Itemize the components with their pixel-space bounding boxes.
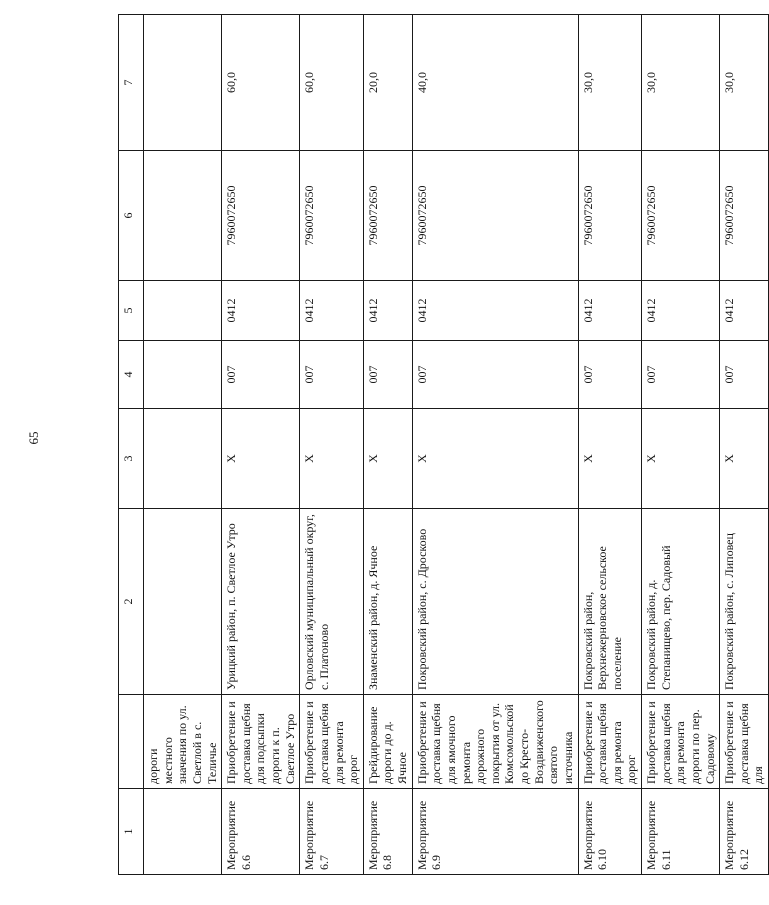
cell-code5: 0412	[222, 281, 300, 341]
header-col-6: 6	[119, 151, 144, 281]
cell-amount	[144, 15, 222, 151]
cell-col3: X	[412, 409, 578, 509]
cell-description: Приобретение и доставка щебня для ремонта дороги по пер. Садовому	[642, 695, 720, 789]
cell-code5: 0412	[300, 281, 364, 341]
header-col-1: 1	[119, 789, 144, 875]
cell-code4: 007	[222, 341, 300, 409]
cell-code6: 7960072650	[300, 151, 364, 281]
cell-amount: 40,0	[412, 15, 578, 151]
table-row	[412, 15, 578, 875]
header-col-5: 5	[119, 281, 144, 341]
cell-description: Приобретение и доставка щебня для ремонта дорог	[578, 695, 642, 789]
continuation-row	[144, 15, 222, 875]
cell-code6: 7960072650	[578, 151, 642, 281]
table-row	[363, 15, 412, 875]
cell-location: Покровский район, Верхнежерновское сельское поселение	[578, 509, 642, 695]
cell-col3	[144, 409, 222, 509]
cell-col3: X	[578, 409, 642, 509]
cell-code5: 0412	[642, 281, 720, 341]
cell-col3: X	[363, 409, 412, 509]
cell-code6: 7960072650	[412, 151, 578, 281]
rotated-table-wrapper	[118, 15, 766, 875]
header-row	[119, 15, 144, 875]
cell-code4: 007	[720, 341, 769, 409]
cell-location: Урицкий район, п. Светлое Утро	[222, 509, 300, 695]
cell-code5: 0412	[720, 281, 769, 341]
cell-measure: Мероприятие 6.8	[363, 789, 412, 875]
cell-amount: 60,0	[222, 15, 300, 151]
cell-location: Покровский район, с. Липовец	[720, 509, 769, 695]
cell-code6	[144, 151, 222, 281]
header-col-4: 4	[119, 341, 144, 409]
cell-code6: 7960072650	[222, 151, 300, 281]
cell-measure: Мероприятие 6.12	[720, 789, 769, 875]
cell-location: Знаменский район, д. Ячное	[363, 509, 412, 695]
cell-location	[144, 509, 222, 695]
cell-code4: 007	[300, 341, 364, 409]
cell-amount: 20,0	[363, 15, 412, 151]
cell-measure: Мероприятие 6.6	[222, 789, 300, 875]
header-col-3: 3	[119, 409, 144, 509]
cell-location: Орловский муниципальный округ, с. Платоново	[300, 509, 364, 695]
cell-description: Приобретение и доставка щебня для ямочного ремонта дорожного покрытия от ул. Комсомольской до Кресто-Воздвиженского святого источника	[412, 695, 578, 789]
cell-code4: 007	[363, 341, 412, 409]
cell-description: Грейдирование дороги до д. Ячное	[363, 695, 412, 789]
budget-measures-table	[118, 14, 769, 875]
cell-description: дороги местного значения по ул. Светлой в с. Теличье	[144, 695, 222, 789]
table-row	[300, 15, 364, 875]
cell-code5: 0412	[578, 281, 642, 341]
cell-description: Приобретение и доставка щебня для	[720, 695, 769, 789]
cell-col3: X	[300, 409, 364, 509]
cell-code6: 7960072650	[642, 151, 720, 281]
cell-amount: 30,0	[578, 15, 642, 151]
cell-col3: X	[222, 409, 300, 509]
cell-measure: Мероприятие 6.11	[642, 789, 720, 875]
cell-amount: 30,0	[720, 15, 769, 151]
cell-code4: 007	[642, 341, 720, 409]
cell-measure: Мероприятие 6.10	[578, 789, 642, 875]
cell-location: Покровский район, с. Дросково	[412, 509, 578, 695]
header-col-blank	[119, 695, 144, 789]
cell-code6: 7960072650	[720, 151, 769, 281]
cell-col3: X	[642, 409, 720, 509]
cell-location: Покровский район, д. Степанищево, пер. Садовый	[642, 509, 720, 695]
cell-code4	[144, 341, 222, 409]
header-col-2: 2	[119, 509, 144, 695]
cell-amount: 30,0	[642, 15, 720, 151]
cell-code6: 7960072650	[363, 151, 412, 281]
table-row	[720, 15, 769, 875]
table-row	[578, 15, 642, 875]
cell-amount: 60,0	[300, 15, 364, 151]
cell-code5	[144, 281, 222, 341]
cell-measure: Мероприятие 6.7	[300, 789, 364, 875]
table-row	[222, 15, 300, 875]
cell-code4: 007	[412, 341, 578, 409]
page-number: 65	[26, 431, 41, 445]
header-col-7: 7	[119, 15, 144, 151]
cell-code5: 0412	[412, 281, 578, 341]
table-row	[642, 15, 720, 875]
cell-description: Приобретение и доставка щебня для ремонта дорог	[300, 695, 364, 789]
cell-measure: Мероприятие 6.9	[412, 789, 578, 875]
cell-description: Приобретение и доставка щебня для подсыпки дороги к п. Светлое Утро	[222, 695, 300, 789]
cell-code5: 0412	[363, 281, 412, 341]
cell-code4: 007	[578, 341, 642, 409]
cell-col3: X	[720, 409, 769, 509]
cell-measure	[144, 789, 222, 875]
